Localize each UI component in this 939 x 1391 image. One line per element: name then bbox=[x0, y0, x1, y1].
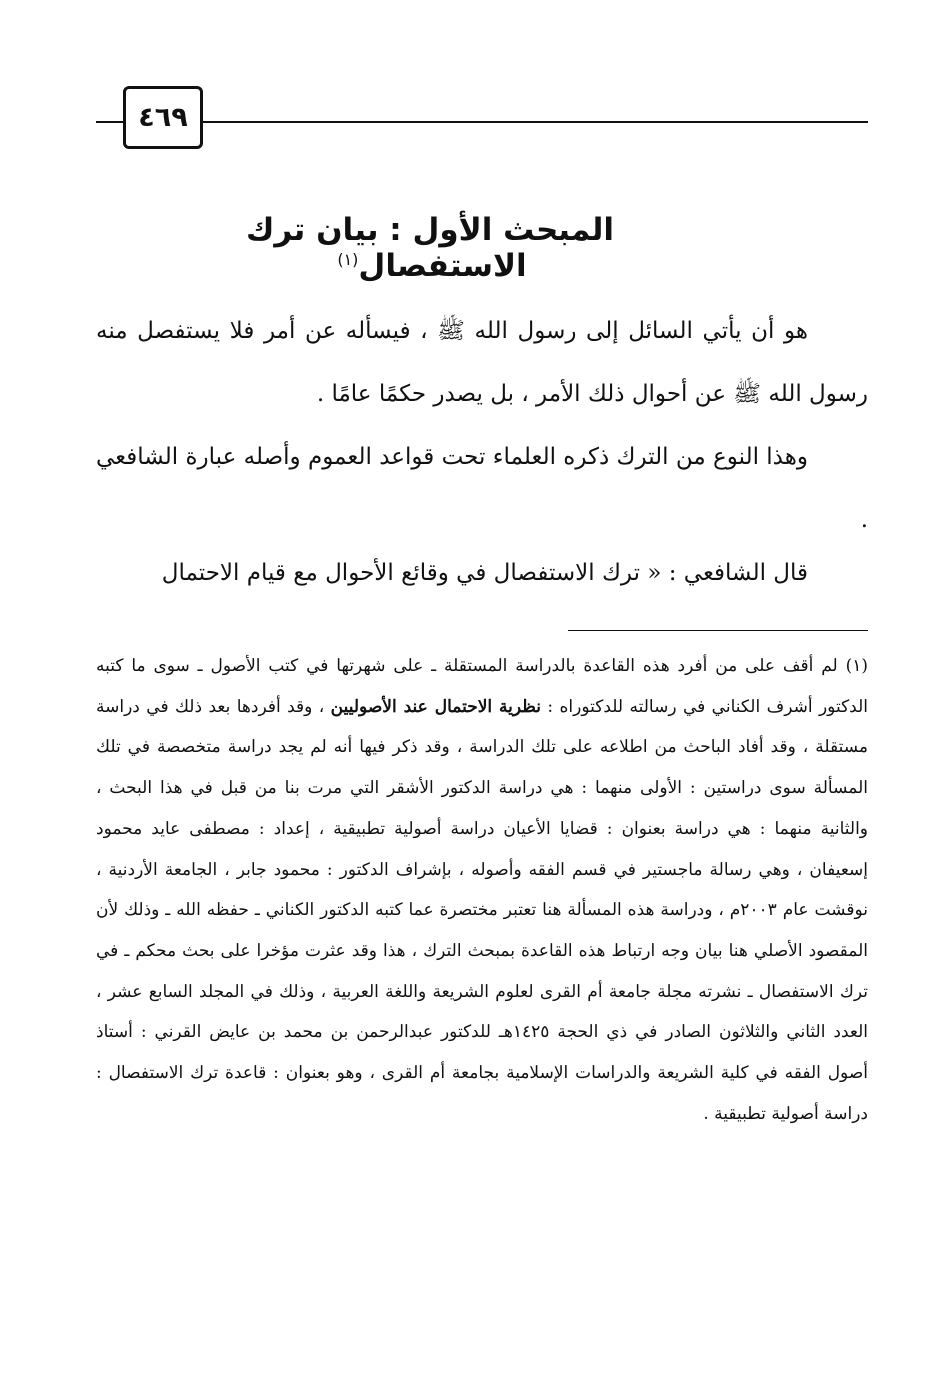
footnote-rule bbox=[568, 630, 868, 631]
paragraph-text: هو أن يأتي السائل إلى رسول الله ﷺ ، فيسأله عن أمر فلا يستفصل منه رسول الله ﷺ عن أحوال ذلك الأمر ، بل يصدر حكمًا عامًا . bbox=[96, 318, 868, 407]
footnote-bold-title: نظرية الاحتمال عند الأصوليين bbox=[330, 696, 541, 717]
section-title bbox=[150, 212, 710, 284]
footnote-text-part1: (١) لم أقف على من أفرد هذه القاعدة بالدراسة المستقلة ـ على شهرتها في كتب الأصول ـ سوى ما كتبه الدكتور أشرف الكناني في رسالته للدكتوراه : bbox=[96, 656, 869, 717]
section-title-text: المبحث الأول : بيان ترك الاستفصال bbox=[245, 212, 615, 284]
body-paragraph-2 bbox=[96, 426, 868, 552]
page-number-text: ٤٦٩ bbox=[138, 102, 188, 133]
page-number bbox=[123, 86, 203, 149]
footnote bbox=[96, 646, 868, 1134]
body-paragraph-3 bbox=[96, 542, 868, 605]
header-rule bbox=[96, 121, 868, 123]
footnote-text-part2: ، وقد أفردها بعد ذلك في دراسة مستقلة ، وقد أفاد الباحث من اطلاعه على تلك الدراسة ، وقد ذكر فيها أنه لم يجد دراسة متخصصة في تلك المسألة سوى دراستين : الأولى منهما : هي دراسة الدكتور الأشقر التي مرت بنا من قبل في هذا البحث ، والثانية منهما : هي دراسة بعنوان : قضايا الأعيان دراسة أصولية تطبيقية ، إعداد : مصطفى عايد محمود إسعيفان ، وهي رسالة ماجستير في قسم الفقه وأصوله ، بإشراف الدكتور : محمود جابر ، الجامعة الأردنية ، نوقشت عام ٢٠٠٣م ، ودراسة هذه المسألة هنا تعتبر مختصرة عما كتبه الدكتور الكناني ـ حفظه الله ـ وذلك لأن المقصود الأصلي هنا بيان وجه ارتباط هذه القاعدة بمبحث الترك ، هذا وقد عثرت مؤخرا على بحث محكم ـ في ترك الاستفصال ـ نشرته مجلة جامعة أم القرى لعلوم الشريعة واللغة العربية ، وذلك في المجلد السابع عشر ، العدد الثاني والثلاثون الصادر في ذي الحجة ١٤٢٥هـ للدكتور عبدالرحمن بن محمد بن عايض القرني : أستاذ أصول الفقه في كلية الشريعة والدراسات الإسلامية بجامعة أم القرى ، وهو بعنوان : قاعدة ترك الاستفصال : دراسة أصولية تطبيقية . bbox=[96, 696, 869, 1124]
body-paragraph-1 bbox=[96, 300, 868, 426]
paragraph-text: قال الشافعي : « ترك الاستفصال في وقائع الأحوال مع قيام الاحتمال bbox=[161, 560, 808, 586]
title-footnote-ref[interactable]: (١) bbox=[337, 249, 359, 269]
paragraph-text: وهذا النوع من الترك ذكره العلماء تحت قواعد العموم وأصله عبارة الشافعي . bbox=[96, 444, 868, 533]
